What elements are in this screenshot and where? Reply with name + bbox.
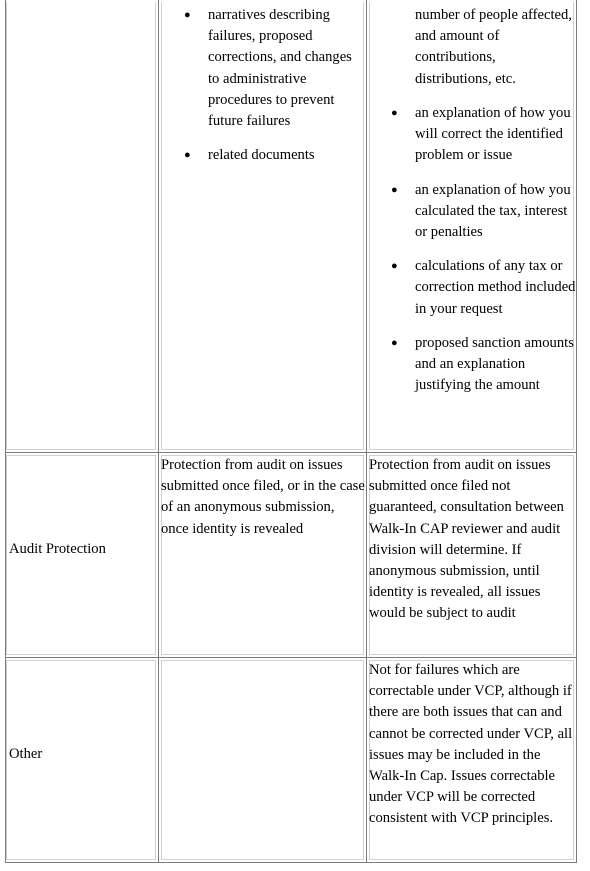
- col2-bullet-list: [184, 5, 366, 166]
- bullet-icon: ●: [391, 260, 398, 273]
- bullet-icon: ●: [391, 183, 398, 196]
- list-item: ● an explanation of how you calculated the tax, interest or penalties: [391, 181, 571, 241]
- row-label: Other: [9, 746, 43, 762]
- col2-cell: [159, 453, 367, 657]
- table-row-audit-protection: [5, 453, 577, 658]
- bullet-icon: ●: [184, 149, 191, 162]
- bullet-icon: ●: [391, 107, 398, 119]
- list-item: ● proposed sanction amounts and an explanation justifying the amount: [391, 334, 574, 394]
- col2-cell: [159, 0, 367, 452]
- row-label-cell: [6, 658, 159, 862]
- list-item: ● an explanation of how you will correct the identified problem or issue: [391, 105, 571, 164]
- col2-text: Protection from audit on issues submitted once filed, or in the case of an anonymous submission, once identity is revealed: [161, 457, 365, 537]
- row-label-cell: [6, 0, 159, 452]
- bullet-icon: ●: [184, 9, 191, 21]
- table-row-other: [5, 658, 577, 863]
- col3-cell: [367, 453, 576, 657]
- list-item: ● narratives describing failures, proposed corrections, and changes to administrative procedures to prevent future failures: [184, 7, 352, 130]
- col3-bullet-list: [391, 103, 579, 396]
- col2-cell: [159, 658, 367, 862]
- table-row-documents: [5, 0, 577, 453]
- col3-cell: [367, 658, 576, 862]
- col3-cell: [367, 0, 576, 452]
- col3-text: Protection from audit on issues submitted once filed not guaranteed, consultation between Walk-In CAP reviewer and audit division will determine. If anonymous submission, until identity is revealed, all issues would be subject to audit: [369, 457, 564, 622]
- list-item: ● calculations of any tax or correction method included in your request: [391, 258, 576, 317]
- row-label: Audit Protection: [9, 541, 106, 557]
- row-label-cell: [6, 453, 159, 657]
- list-item: ● related documents: [208, 145, 366, 166]
- col3-continued-text: number of people affected, and amount of contributions, distributions, etc.: [415, 7, 572, 87]
- comparison-table: [5, 0, 577, 863]
- col3-text: Not for failures which are correctable under VCP, although if there are both issues that can and cannot be corrected under VCP, all issues may be included in the Walk-In Cap. Issues correctable under VCP will be corrected consistent with VCP principles.: [369, 662, 573, 827]
- bullet-icon: ●: [391, 336, 398, 349]
